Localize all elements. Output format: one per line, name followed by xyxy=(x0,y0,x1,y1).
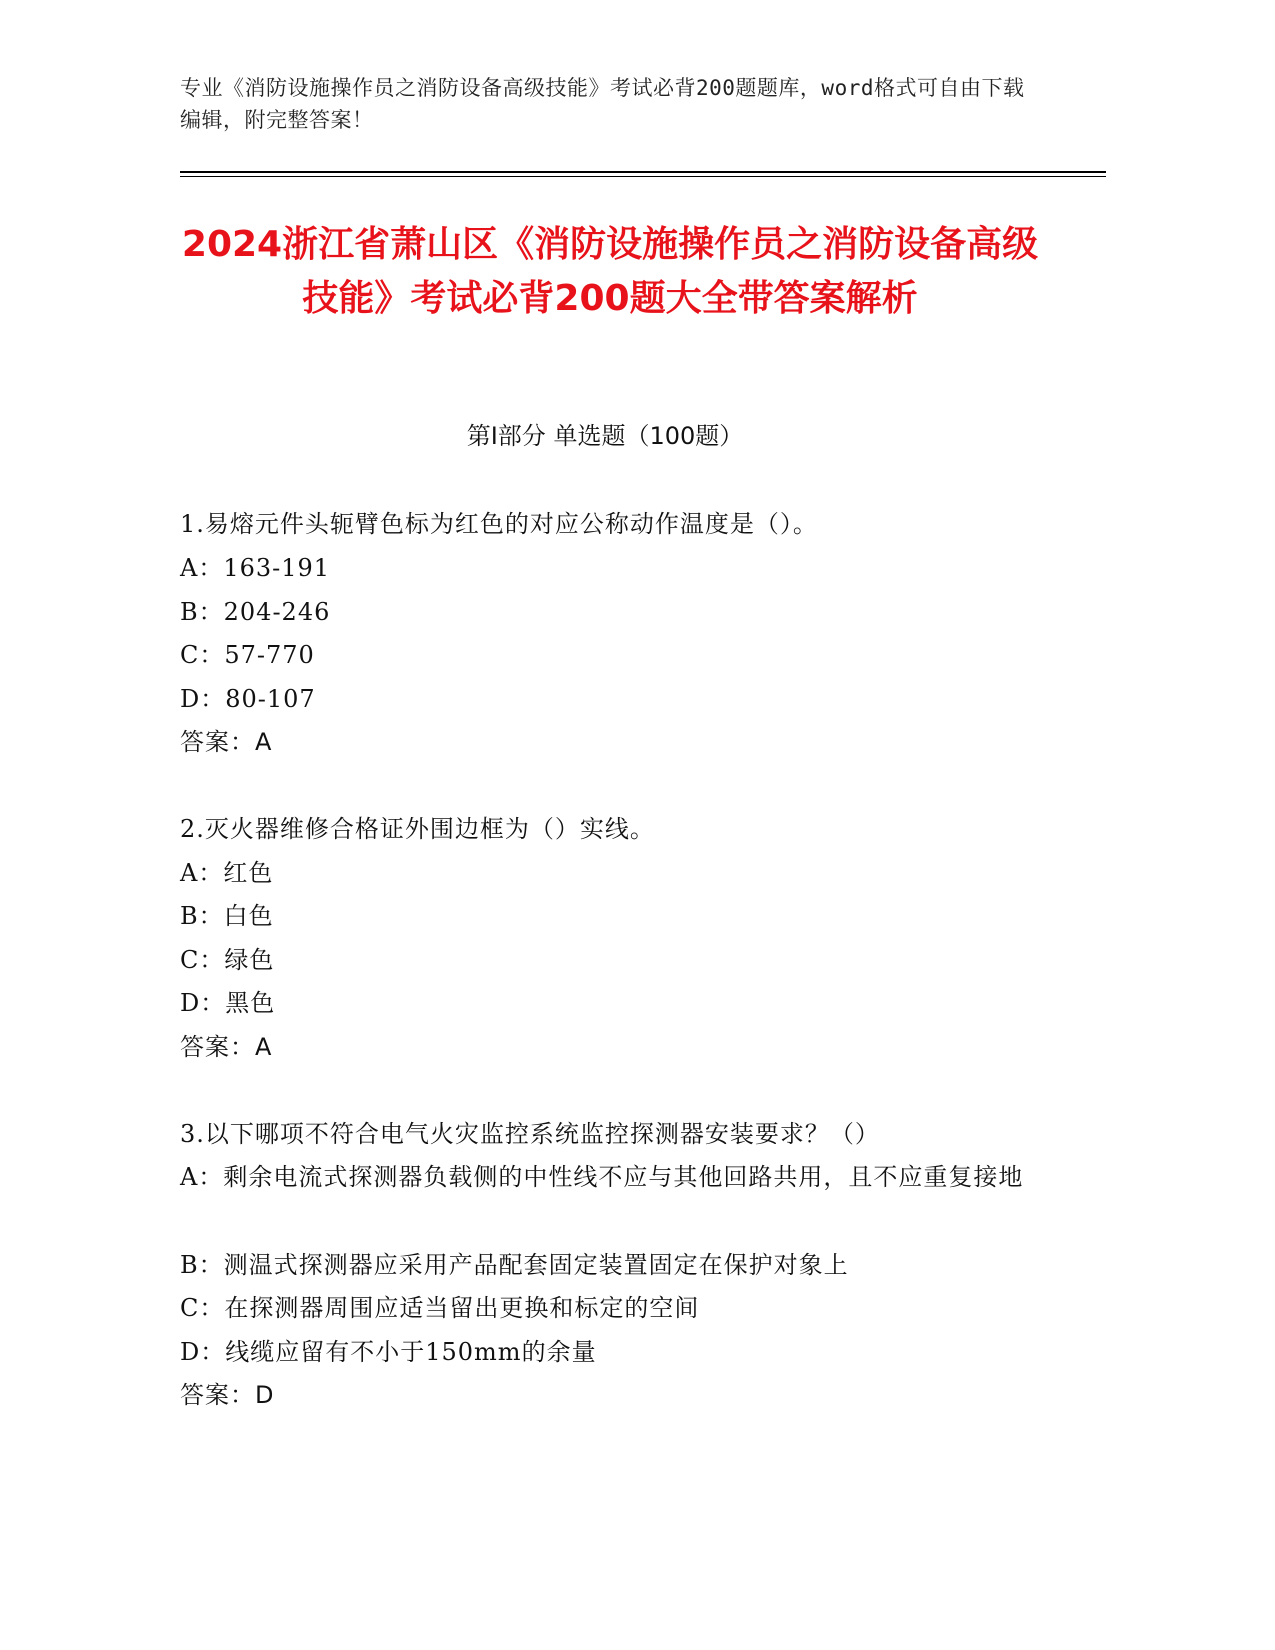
document-title: 2024浙江省萧山区《消防设施操作员之消防设备高级技能》考试必背200题大全带答案解析 xyxy=(181,224,1039,319)
header-note: 专业《消防设施操作员之消防设备高级技能》考试必背200题题库，word格式可自由下载编辑，附完整答案！ xyxy=(180,76,1025,132)
header-rule-thin xyxy=(180,176,1106,177)
option-a: A：163-191 xyxy=(180,554,331,582)
option-c: C：57-770 xyxy=(180,641,315,669)
question-stem: 3.以下哪项不符合电气火灾监控系统监控探测器安装要求？（） xyxy=(180,1120,880,1148)
option-d: D：80-107 xyxy=(180,685,316,713)
option-c: C：绿色 xyxy=(180,946,275,974)
header-rule-thick xyxy=(180,171,1106,173)
question-stem: 2.灭火器维修合格证外围边框为（）实线。 xyxy=(180,815,655,843)
section-heading: 第Ⅰ部分 单选题（100题） xyxy=(466,422,744,450)
option-d: D：黑色 xyxy=(180,989,276,1017)
answer-line: 答案：A xyxy=(180,1033,273,1061)
option-c: C：在探测器周围应适当留出更换和标定的空间 xyxy=(180,1294,700,1322)
option-b: B：白色 xyxy=(180,902,274,930)
answer-line: 答案：D xyxy=(180,1381,275,1409)
question-stem: 1.易熔元件头轭臂色标为红色的对应公称动作温度是（）。 xyxy=(180,510,818,538)
option-b: B：204-246 xyxy=(180,598,331,626)
option-a: A：剩余电流式探测器负载侧的中性线不应与其他回路共用，且不应重复接地 xyxy=(180,1163,1024,1191)
option-b: B：测温式探测器应采用产品配套固定装置固定在保护对象上 xyxy=(180,1251,849,1279)
answer-line: 答案：A xyxy=(180,728,273,756)
option-d: D：线缆应留有不小于150mm的余量 xyxy=(180,1338,597,1366)
option-a: A：红色 xyxy=(180,859,274,887)
